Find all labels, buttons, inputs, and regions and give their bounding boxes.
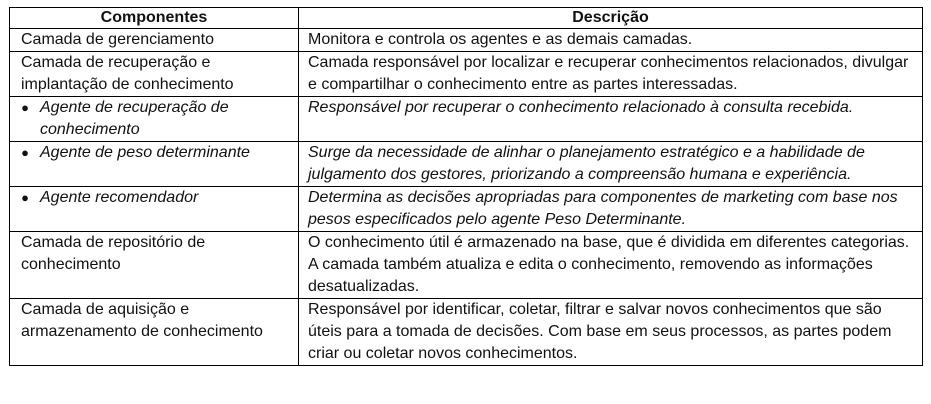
- table-row: [10, 299, 923, 366]
- agent-cell: [10, 97, 299, 142]
- description-cell: O conhecimento útil é armazenado na base, que é dividida em diferentes categorias. A camada também atualiza e edita o conhecimento, removendo as informações desatualizadas.: [299, 232, 923, 299]
- description-cell: Camada responsável por localizar e recuperar conhecimentos relacionados, divulgar e compartilhar o conhecimento entre as partes interessadas.: [299, 52, 923, 97]
- component-cell: Camada de aquisição e armazenamento de conhecimento: [10, 299, 299, 366]
- table-row: [10, 29, 923, 52]
- description-cell: Determina as decisões apropriadas para componentes de marketing com base nos pesos especificados pelo agente Peso Determinante.: [299, 187, 923, 232]
- bullet-icon: ●: [21, 190, 29, 205]
- description-cell: Monitora e controla os agentes e as demais camadas.: [299, 29, 923, 52]
- bullet-icon: ●: [21, 145, 29, 160]
- component-cell: Camada de recuperação e implantação de conhecimento: [10, 52, 299, 97]
- agent-name: Agente de recuperação de conhecimento: [40, 99, 229, 138]
- table-row: [10, 232, 923, 299]
- header-components: Componentes: [10, 8, 299, 29]
- agent-name: Agente de peso determinante: [40, 144, 250, 161]
- agent-name: Agente recomendador: [40, 189, 199, 206]
- table-row: [10, 187, 923, 232]
- component-cell: Camada de repositório de conhecimento: [10, 232, 299, 299]
- agent-cell: [10, 142, 299, 187]
- header-row: [10, 8, 923, 29]
- table-row: [10, 142, 923, 187]
- description-cell: Responsável por identificar, coletar, filtrar e salvar novos conhecimentos que são úteis para a tomada de decisões. Com base em seus processos, as partes podem criar ou coletar novos conhecimentos.: [299, 299, 923, 366]
- agent-cell: [10, 187, 299, 232]
- component-cell: Camada de gerenciamento: [10, 29, 299, 52]
- table-row: [10, 97, 923, 142]
- components-table: [9, 7, 923, 366]
- table-row: [10, 52, 923, 97]
- description-cell: Responsável por recuperar o conhecimento relacionado à consulta recebida.: [299, 97, 923, 142]
- bullet-icon: ●: [21, 100, 29, 115]
- header-description: Descrição: [299, 8, 923, 29]
- description-cell: Surge da necessidade de alinhar o planejamento estratégico e a habilidade de julgamento dos gestores, priorizando a compreensão humana e experiência.: [299, 142, 923, 187]
